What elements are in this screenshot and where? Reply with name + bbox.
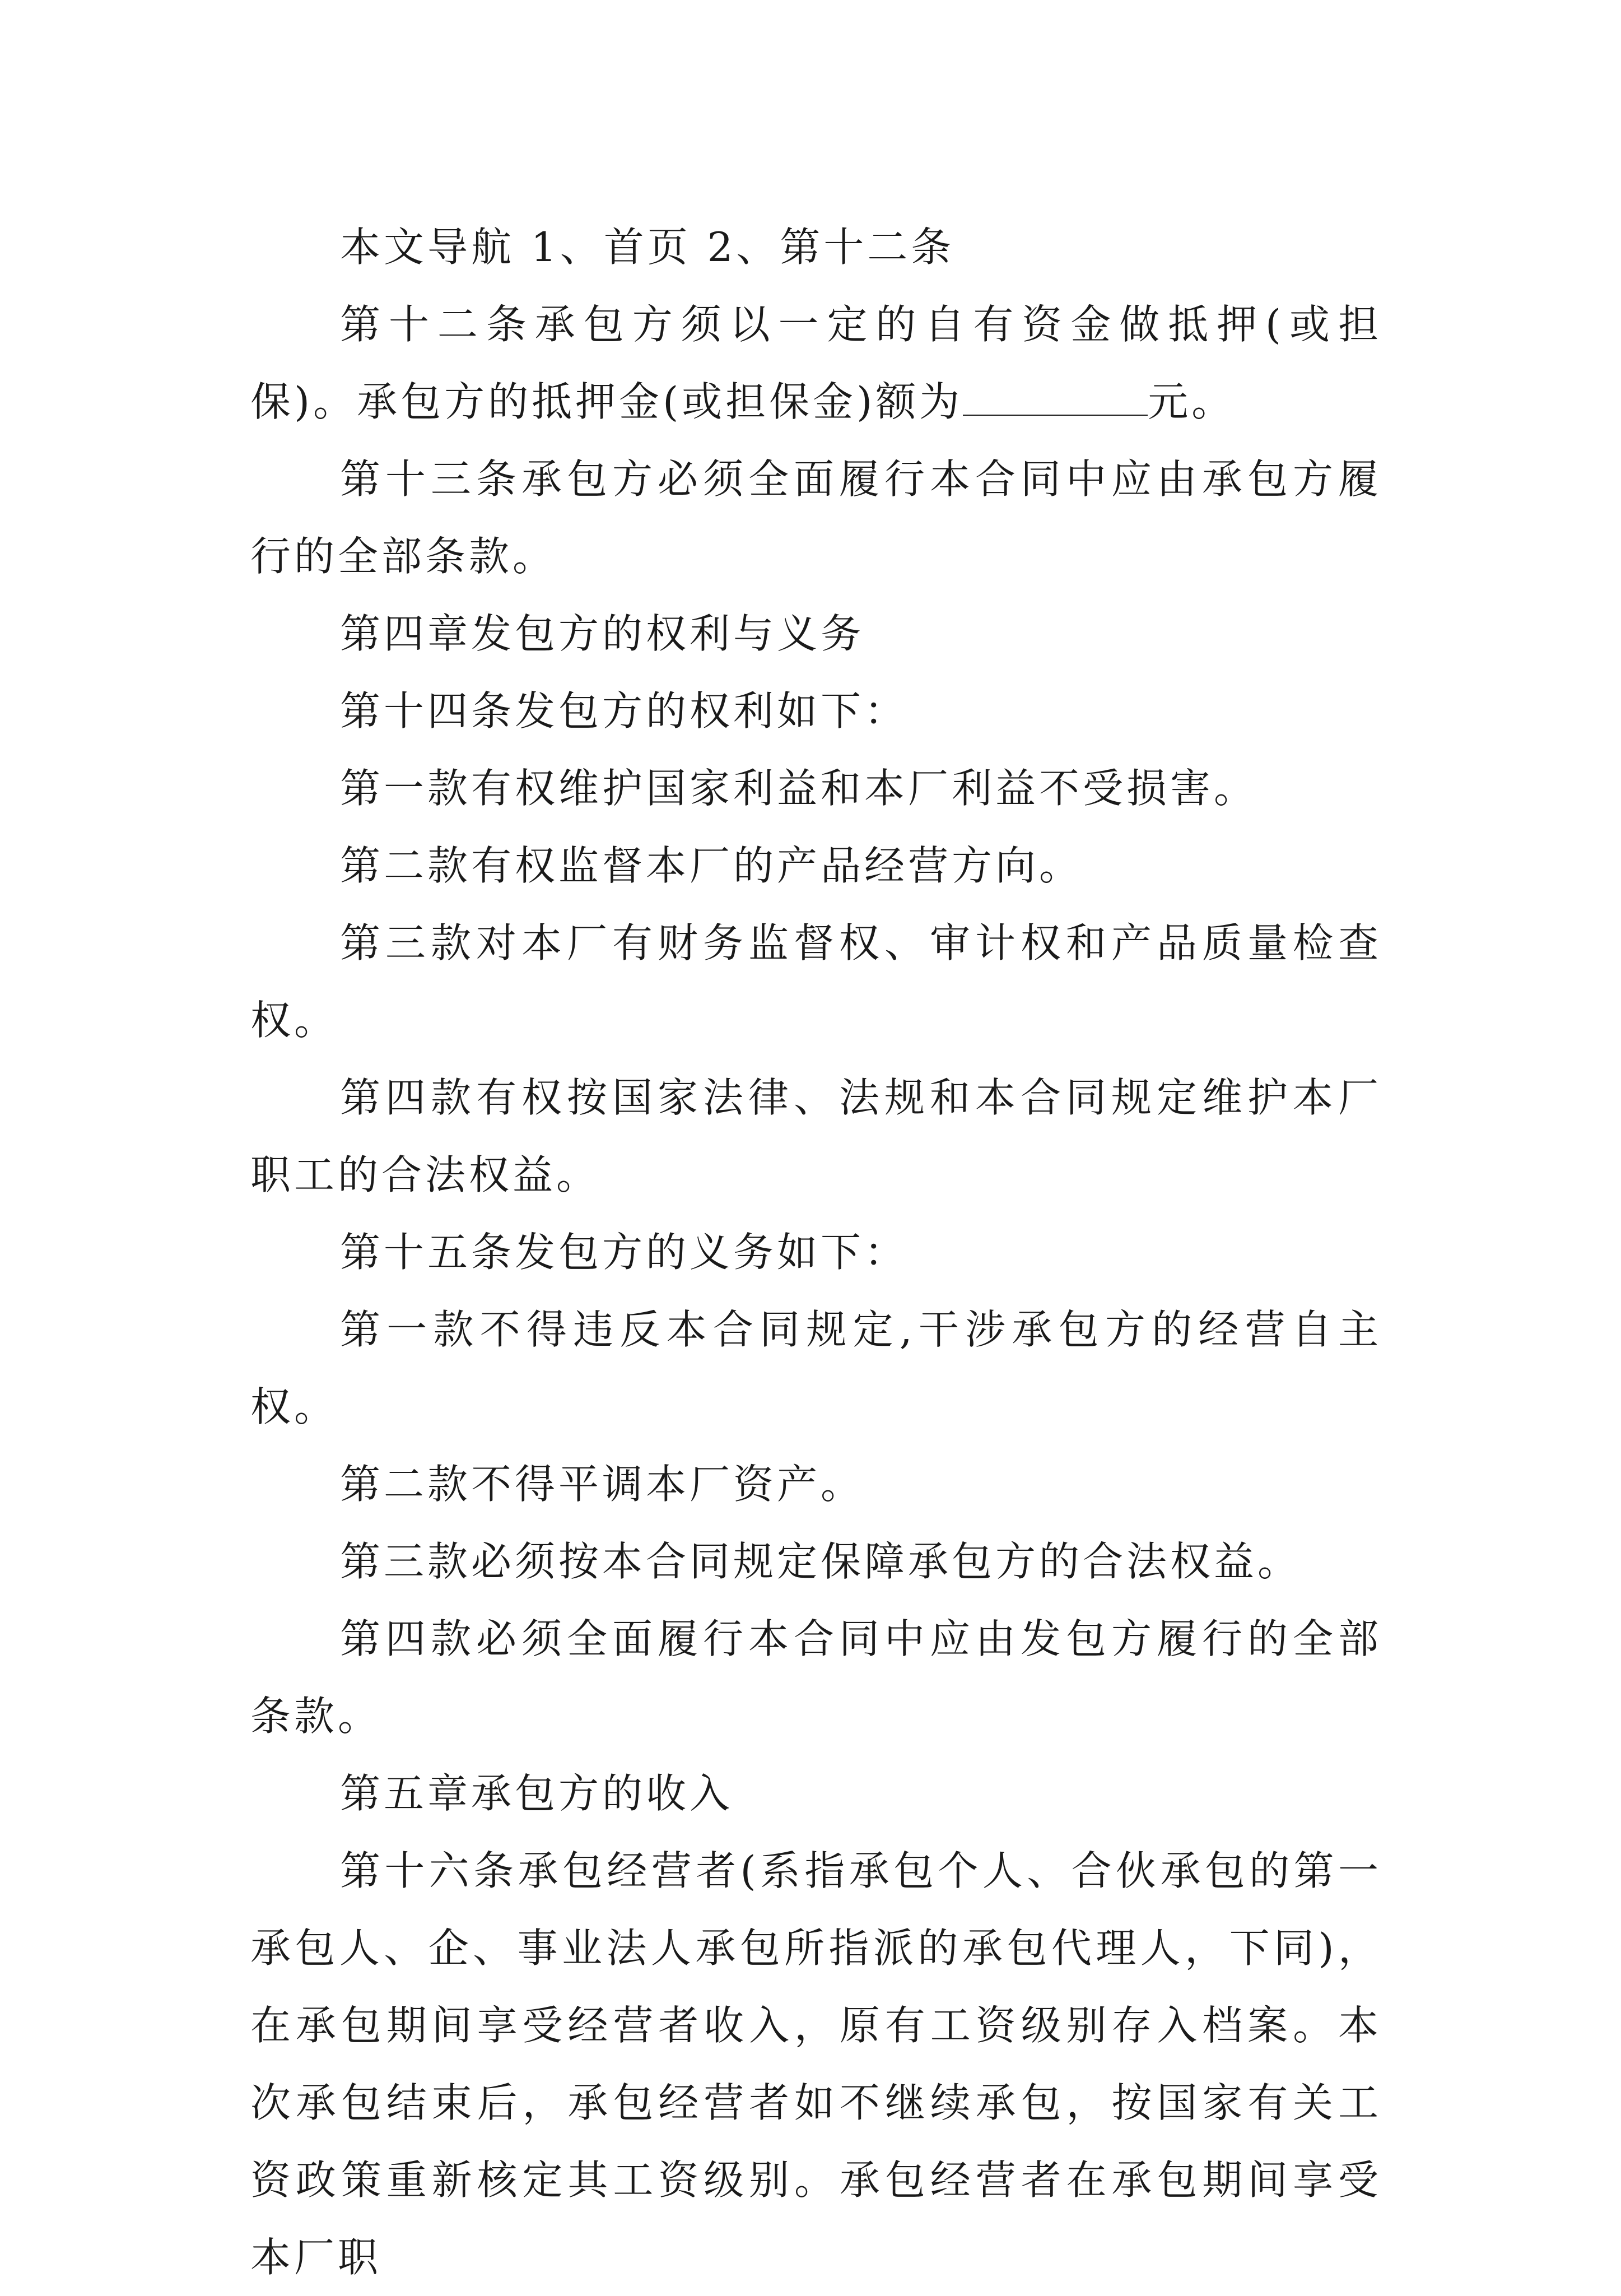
document-body bbox=[250, 208, 1382, 2296]
paragraph-text: 第五章承包方的收入 bbox=[340, 1770, 734, 1817]
paragraph-text: 第二款有权监督本厂的产品经营方向。 bbox=[340, 842, 1083, 889]
article-16 bbox=[250, 1832, 1382, 2296]
paragraph-text: 第三款对本厂有财务监督权、审计权和产品质量检查权。 bbox=[250, 919, 1382, 1044]
paragraph-text: 第一款不得违反本合同规定,干涉承包方的经营自主权。 bbox=[250, 1306, 1382, 1430]
article-14-clause-3 bbox=[250, 904, 1382, 1059]
nav-line bbox=[250, 208, 1382, 286]
paragraph-text: 第十六条承包经营者(系指承包个人、合伙承包的第一承包人、企、事业法人承包所指派的承包代理人，下同)，在承包期间享受经营者收入，原有工资级别存入档案。本次承包结束后，承包经营者如不继续承包，按国家有关工资政策重新核定其工资级别。承包经营者在承包期间享受本厂职 bbox=[250, 1847, 1382, 2281]
paragraph-text: 第四款必须全面履行本合同中应由发包方履行的全部条款。 bbox=[250, 1615, 1382, 1740]
article-14-clause-4 bbox=[250, 1059, 1382, 1214]
article-15-clause-4 bbox=[250, 1600, 1382, 1755]
paragraph-text: 第二款不得平调本厂资产。 bbox=[340, 1461, 865, 1508]
article-15-clause-1 bbox=[250, 1291, 1382, 1446]
paragraph-text: 第十五条发包方的义务如下： bbox=[340, 1229, 909, 1276]
paragraph-text: 第一款有权维护国家利益和本厂利益不受损害。 bbox=[340, 765, 1258, 812]
paragraph-text-suffix: 元。 bbox=[1148, 378, 1236, 425]
article-15 bbox=[250, 1214, 1382, 1291]
paragraph-text: 第十三条承包方必须全面履行本合同中应由承包方履行的全部条款。 bbox=[250, 456, 1382, 580]
paragraph-text: 第四章发包方的权利与义务 bbox=[340, 610, 865, 657]
paragraph-text: 第十二条承包方须以一定的自有资金做抵押(或担保)。承包方的抵押金(或担保金)额为 bbox=[250, 301, 1382, 425]
article-13 bbox=[250, 440, 1382, 595]
chapter-5-heading bbox=[250, 1755, 1382, 1832]
paragraph-text: 第四款有权按国家法律、法规和本合同规定维护本厂职工的合法权益。 bbox=[250, 1074, 1382, 1198]
paragraph-text: 第三款必须按本合同规定保障承包方的合法权益。 bbox=[340, 1538, 1302, 1585]
article-14-clause-2 bbox=[250, 827, 1382, 904]
chapter-4-heading bbox=[250, 595, 1382, 672]
article-15-clause-3 bbox=[250, 1523, 1382, 1600]
paragraph-text: 本文导航 1、首页 2、第十二条 bbox=[340, 224, 955, 271]
article-15-clause-2 bbox=[250, 1446, 1382, 1523]
fill-in-blank bbox=[963, 381, 1148, 416]
article-14 bbox=[250, 672, 1382, 750]
article-14-clause-1 bbox=[250, 750, 1382, 827]
article-12 bbox=[250, 286, 1382, 440]
paragraph-text: 第十四条发包方的权利如下： bbox=[340, 687, 909, 735]
